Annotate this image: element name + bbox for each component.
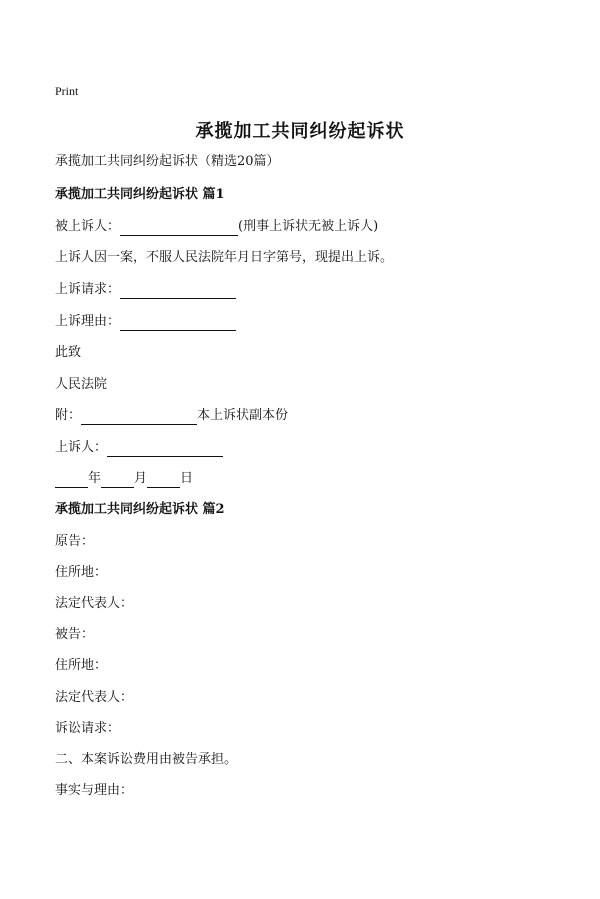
appellant-line <box>55 439 223 457</box>
attachment-label: 附： <box>55 408 82 423</box>
document-subtitle: 承揽加工共同纠纷起诉状（精选20篇） <box>55 154 280 169</box>
month-blank <box>101 473 134 488</box>
day-label: 日 <box>180 471 194 486</box>
date-line <box>55 470 193 488</box>
attachment-suffix: 本上诉状副本份 <box>197 408 289 423</box>
attachment-line <box>55 407 288 425</box>
request-label: 上诉请求： <box>55 282 121 297</box>
section2-heading: 承揽加工共同纠纷起诉状 篇2 <box>55 502 225 517</box>
claims-label: 诉讼请求： <box>55 721 121 736</box>
appeal-intro: 上诉人因一案，不服人民法院年月日字第号，现提出上诉。 <box>55 250 394 265</box>
request-blank <box>120 284 236 299</box>
plaintiff-rep-label: 法定代表人： <box>55 596 134 611</box>
day-blank <box>147 473 180 488</box>
court-name: 人民法院 <box>55 377 108 392</box>
print-label: Print <box>55 84 79 98</box>
document-title: 承揽加工共同纠纷起诉状 <box>195 121 405 142</box>
plaintiff-label: 原告： <box>55 534 95 549</box>
reason-label: 上诉理由： <box>55 314 121 329</box>
appellant-blank <box>107 442 223 457</box>
appellee-blank <box>120 221 238 236</box>
year-label: 年 <box>88 471 102 486</box>
defendant-rep-label: 法定代表人： <box>55 690 134 705</box>
request-line <box>55 281 236 299</box>
plaintiff-address-label: 住所地： <box>55 565 108 580</box>
appellant-label: 上诉人： <box>55 440 108 455</box>
appellee-note: (刑事上诉状无被上诉人) <box>238 219 379 234</box>
reason-line <box>55 313 236 331</box>
year-blank <box>55 473 88 488</box>
section1-heading: 承揽加工共同纠纷起诉状 篇1 <box>55 187 225 202</box>
reason-blank <box>120 316 236 331</box>
month-label: 月 <box>134 471 148 486</box>
greeting: 此致 <box>55 345 82 360</box>
cost-clause: 二、本案诉讼费用由被告承担。 <box>55 752 238 767</box>
attachment-blank <box>81 410 197 425</box>
defendant-label: 被告： <box>55 627 95 642</box>
defendant-address-label: 住所地： <box>55 658 108 673</box>
appellee-label: 被上诉人： <box>55 219 121 234</box>
appellee-line <box>55 218 378 236</box>
facts-label: 事实与理由： <box>55 783 134 798</box>
